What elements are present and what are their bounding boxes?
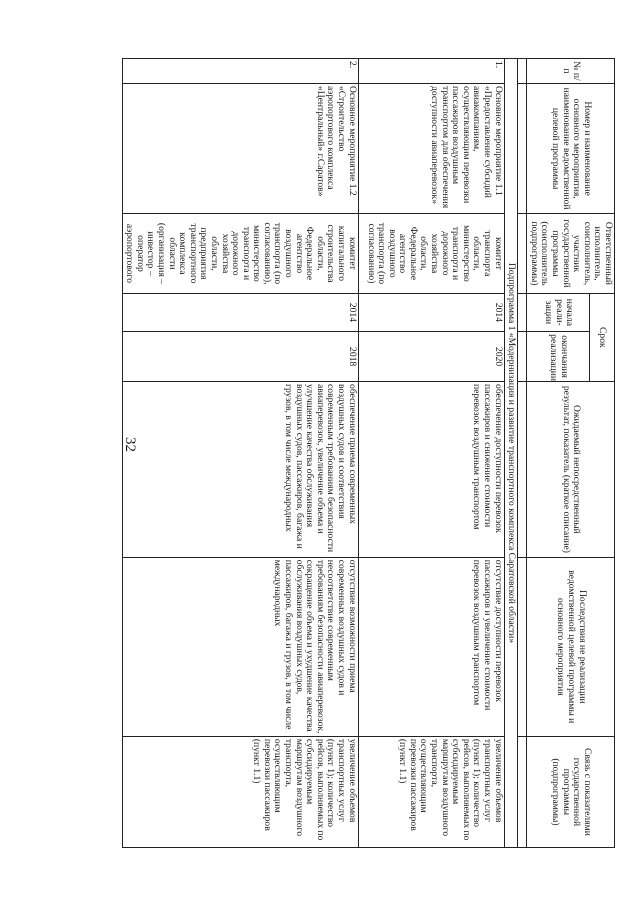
row-link: увеличение объемов транспортных услуг (пункт 1); количество рейсов, выполняемых по субсидируемым маршрутам воздушного транспорта, осуществляющим перевозки пассажиров (пункт 1.1) bbox=[358, 736, 504, 847]
header-name: Номер и наименование основного мероприятия, наименование ведомственной целевой программы bbox=[527, 83, 615, 213]
table-row bbox=[122, 59, 358, 848]
row-num: 1. bbox=[358, 59, 504, 84]
header-term: Срок bbox=[590, 293, 615, 381]
row-end: 2020 bbox=[358, 332, 504, 382]
row-name: Основное мероприятие 1.2 «Строительство аэропортового комплекса «Центральный» г.Саратов» bbox=[122, 83, 358, 213]
subprogram-title: Подпрограмма 1 «Модернизация и развитие транспортного комплекса Саратовской области» bbox=[504, 59, 518, 848]
subprogram-row bbox=[504, 59, 518, 848]
header-responsible: Ответственный исполнитель, соисполнитель, участник государственной программы (соисполнитель подпрограммы) bbox=[527, 214, 615, 293]
rotated-table-container bbox=[85, 58, 615, 848]
row-result: обеспечение доступности перевозок пассажиров и снижение стоимости перевозок воздушным транспортом bbox=[358, 382, 504, 558]
header-end: окончания реализации bbox=[527, 332, 590, 382]
row-link: увеличение объемов транспортных услуг (пункт 1); количество рейсов, выполняемых по субсидируемым маршрутам воздушного транспорта, осуществляющим перевозки пассажиров (пункт 1.1) bbox=[122, 736, 358, 847]
header-spacer-row bbox=[518, 59, 527, 848]
row-name: Основное мероприятие 1.1 «Предоставление субсидий авиакомпаниям, осуществляющим перевозки пассажиров воздушным транспортом для обеспечения доступности авиаперевозок» bbox=[358, 83, 504, 213]
table-row bbox=[358, 59, 504, 848]
row-consequence: отсутствие возможности приема современных воздушных судов и несоответствие современным требованиям безопасности авиаперевозок, сокращение объема и ухудшение качества обслуживания воздушных судов, пассажиров, багажа и грузов, в том числе международных bbox=[122, 557, 358, 736]
header-consequence: Последствия не реализации ведомственной целевой программы и основного мероприятия bbox=[527, 557, 615, 736]
row-start: 2014 bbox=[122, 293, 358, 332]
row-start: 2014 bbox=[358, 293, 504, 332]
activities-table bbox=[122, 58, 615, 848]
row-result: обеспечение приема современных воздушных судов и соответствия современным требованиям безопасности авиаперевозок, увеличение объема и улучшение качества обслуживания воздушных судов, пассажиров, багажа и грузов, в том числе международных bbox=[122, 382, 358, 558]
row-end: 2018 bbox=[122, 332, 358, 382]
row-num: 2. bbox=[122, 59, 358, 84]
header-link: Связь с показателями государственной программы (подпрограммы) bbox=[527, 736, 615, 847]
header-result: Ожидаемый непосредственный результат, показатель (краткое описание) bbox=[527, 382, 615, 558]
page-number: 32 bbox=[122, 437, 138, 452]
header-row bbox=[590, 59, 615, 848]
header-num: № п/п bbox=[527, 59, 615, 84]
row-consequence: отсутствие доступности перевозок пассажиров и увеличение стоимости перевозок воздушным транспортом bbox=[358, 557, 504, 736]
row-responsible: комитет капитального строительства области, Федеральное агентство воздушного транспорта (по согласованию), министерство транспорта и дорожного хозяйства области, предприятия транспортного комплекса области (организация – инвестор – оператор аэропортового bbox=[122, 214, 358, 293]
header-start: начала реали-зации bbox=[527, 293, 590, 332]
row-responsible: комитет транспорта области, министерство транспорта и дорожного хозяйства области, Федеральное агентство воздушного транспорта (по согласованию) bbox=[358, 214, 504, 293]
